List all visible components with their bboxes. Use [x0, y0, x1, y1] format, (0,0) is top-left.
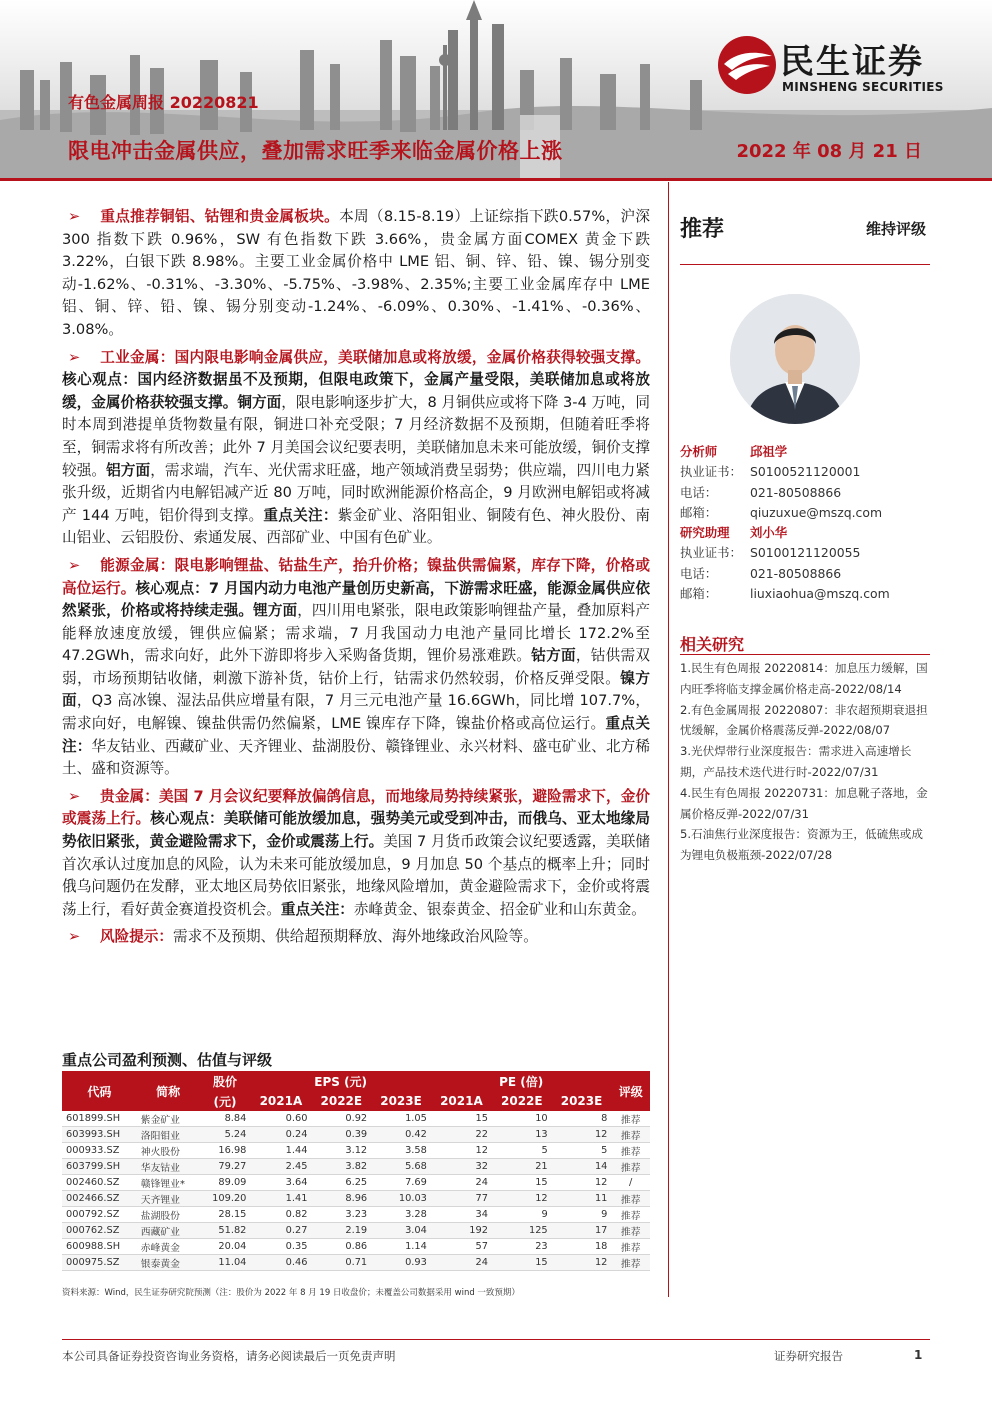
summary-section [62, 206, 650, 954]
table-cell: 0.60 [250, 1111, 311, 1127]
analyst-info [680, 442, 930, 604]
table-cell: 5 [492, 1143, 552, 1159]
table-cell: 79.27 [200, 1159, 251, 1175]
cobalt-text: ，钴供需双弱，市场预期钴收储，刺激下游补货，钴价上行，钴需求仍然较弱，价格反弹受限。 [62, 647, 650, 687]
tel-number: 021-80508866 [750, 565, 842, 581]
table-cell: 15 [492, 1255, 552, 1271]
tel-number: 021-80508866 [750, 484, 842, 500]
analyst-name: 邱祖学 [750, 444, 788, 459]
core-view: 核心观点：美联储可能放缓加息，强势美元或受到冲击，而俄乌、亚太地缘局势依旧紧张，黄金避险需求下，金价或震荡上行。 [62, 810, 650, 851]
related-research-item[interactable]: 3.光伏焊带行业深度报告：需求进入高速增长期，产品技术迭代进行时-2022/07/31 [680, 744, 912, 779]
header-name: 简称 [137, 1071, 200, 1111]
header-pe: PE (倍) [431, 1071, 612, 1091]
table-cell: 推荐 [611, 1239, 650, 1255]
bullet-lead: 重点推荐铜铝、钴锂和贵金属板块。 [100, 208, 340, 225]
header-year: 2022E [311, 1091, 371, 1111]
table-cell: 推荐 [611, 1159, 650, 1175]
table-cell: 603799.SH [62, 1159, 137, 1175]
tel-label: 电话： [680, 484, 718, 500]
header-rating: 评级 [611, 1071, 650, 1111]
table-cell: 2.45 [250, 1159, 311, 1175]
table-row [62, 1159, 650, 1175]
table-cell: 西藏矿业 [137, 1223, 200, 1239]
table-cell: 推荐 [611, 1127, 650, 1143]
table-cell: 9 [492, 1207, 552, 1223]
focus-text: 赤峰黄金、银泰黄金、招金矿业和山东黄金。 [353, 900, 646, 918]
table-title: 重点公司盈利预测、估值与评级 [62, 1051, 273, 1069]
table-cell: 3.12 [311, 1143, 371, 1159]
table-cell: 601899.SH [62, 1111, 137, 1127]
related-research-item[interactable]: 4.民生有色周报 20220731：加息靴子落地，金属价格反弹-2022/07/31 [680, 785, 928, 821]
related-research-item[interactable]: 1.民生有色周报 20220814：加息压力缓解，国内旺季将临支撑金属价格走高-2022/08/14 [680, 661, 928, 696]
arrow-bullet-icon: ➢ [68, 928, 81, 946]
bullet-body: 需求不及预期、供给超预期释放、海外地缘政治风险等。 [172, 928, 538, 946]
table-cell: 紫金矿业 [137, 1111, 200, 1127]
table-cell: 12 [552, 1175, 612, 1191]
table-cell: 0.86 [311, 1239, 371, 1255]
report-date: 2022 年 08 月 21 日 [736, 141, 922, 162]
header-code: 代码 [62, 1071, 137, 1111]
table-cell: 11.04 [200, 1255, 251, 1271]
table-cell: 推荐 [611, 1223, 650, 1239]
table-cell: 0.71 [311, 1255, 371, 1271]
table-cell: 2.19 [311, 1223, 371, 1239]
analyst-row [680, 442, 930, 462]
table-cell: 3.28 [371, 1207, 431, 1223]
header-eps: EPS (元) [250, 1071, 431, 1091]
table-cell: 6.25 [311, 1175, 371, 1191]
table-cell: 10.03 [371, 1191, 431, 1207]
column-divider [668, 182, 669, 1297]
table-cell: 0.93 [371, 1255, 431, 1271]
lithium-label: 锂方面 [253, 602, 298, 620]
related-research-item[interactable]: 2.有色金属周报 20220807：非农超预期衰退担忧缓解，金属价格震荡反弹-2022/08/07 [680, 702, 928, 738]
table-row [62, 1111, 650, 1127]
table-cell: 推荐 [611, 1111, 650, 1127]
table-cell: 推荐 [611, 1143, 650, 1159]
focus-label: 重点关注： [263, 506, 338, 524]
email-link[interactable]: liuxiaohua@mszq.com [750, 586, 890, 602]
header-divider [0, 178, 992, 181]
table-cell: 0.92 [311, 1111, 371, 1127]
footer-divider [62, 1339, 930, 1340]
table-cell: 0.24 [250, 1127, 311, 1143]
rating-label: 推荐 [680, 217, 725, 242]
table-cell: 1.44 [250, 1143, 311, 1159]
focus-label: 重点关注： [62, 715, 650, 755]
table-cell: 24 [431, 1255, 492, 1271]
table-row [62, 1223, 650, 1239]
mail-label: 邮箱： [680, 586, 718, 602]
tel-label: 电话： [680, 565, 718, 581]
bullet-body: 本周（8.15-8.19）上证综指下跌0.57%，沪深 300 指数下跌 0.96%，SW 有色指数下跌 3.66%，贵金属方面COMEX 黄金下跌 3.22%，白银下跌 8.98%。主要工业金属价格中 LME 铝、铜、锌、铅、镍、锡分别变动-1.62%、-0.31%、-3.30%、-5.75%、-3.98%、2.35%;主要工业金属库存中 LME 铝、铜、锌、铅、镍、锡分别变动-1.24%、-6.09%、0.30%、-1.41%、-0.36%、3.08%。 [62, 208, 650, 338]
table-cell: 8.84 [200, 1111, 251, 1127]
table-cell: 1.05 [371, 1111, 431, 1127]
header-year: 2023E [552, 1091, 612, 1111]
focus-label: 重点关注： [280, 900, 354, 918]
related-divider [680, 654, 930, 655]
table-cell: 34 [431, 1207, 492, 1223]
table-cell: 8.96 [311, 1191, 371, 1207]
analyst-portrait-icon [730, 294, 860, 424]
cert-number: S0100121120055 [750, 545, 861, 561]
summary-bullet-recommendation [62, 206, 650, 342]
table-cell: 000975.SZ [62, 1255, 137, 1271]
table-row [62, 1239, 650, 1255]
related-research-list [680, 658, 930, 866]
table-cell: 0.42 [371, 1127, 431, 1143]
table-cell: 赤峰黄金 [137, 1239, 200, 1255]
table-cell: 1.14 [371, 1239, 431, 1255]
table-cell: 57 [431, 1239, 492, 1255]
table-cell: 3.23 [311, 1207, 371, 1223]
table-cell: 0.39 [311, 1127, 371, 1143]
table-cell: 002466.SZ [62, 1191, 137, 1207]
header-year: 2021A [431, 1091, 492, 1111]
table-row [62, 1175, 650, 1191]
table-cell: 5.68 [371, 1159, 431, 1175]
table-cell: 89.09 [200, 1175, 251, 1191]
table-cell: 3.82 [311, 1159, 371, 1175]
table-cell: 12 [552, 1255, 612, 1271]
table-cell: 24 [431, 1175, 492, 1191]
minsheng-logo [716, 30, 966, 100]
mail-label: 邮箱： [680, 504, 718, 520]
analyst-mail-row [680, 584, 930, 604]
cobalt-label: 钴方面 [531, 647, 576, 665]
lithium-text: ，四川用电紧张，限电政策影响锂盐产量，叠加原料产能释放速度放缓，锂供应偏紧；需求端，7 月我国动力电池产量同比增长 172.2%至 47.2GWh，需求向好，此外下游即将步入采购备货期，锂价易涨难跌。 [62, 602, 650, 665]
table-cell: 20.04 [200, 1239, 251, 1255]
table-cell: 5 [552, 1143, 612, 1159]
table-cell: 推荐 [611, 1191, 650, 1207]
table-cell: 002460.SZ [62, 1175, 137, 1191]
arrow-bullet-icon: ➢ [68, 787, 81, 805]
rating-divider [680, 264, 930, 265]
table-cell: 8 [552, 1111, 612, 1127]
header-year: 2023E [371, 1091, 431, 1111]
email-link[interactable]: qiuzuxue@mszq.com [750, 504, 883, 520]
table-cell: 天齐锂业 [137, 1191, 200, 1207]
summary-bullet-industrial-metals [62, 347, 650, 550]
table-cell: 28.15 [200, 1207, 251, 1223]
table-cell: 125 [492, 1223, 552, 1239]
nickel-text: ，Q3 高冰镍、湿法品供应增量有限，7 月三元电池产量 16.6GWh，同比增 107.7%，需求向好，电解镍、镍盐供需仍然偏紧，LME 镍库存下降，镍盐价格或高位运行。 [62, 692, 650, 733]
table-cell: 18 [552, 1239, 612, 1255]
cert-label: 执业证书： [680, 545, 742, 561]
table-cell: 12 [552, 1127, 612, 1143]
table-cell: 000792.SZ [62, 1207, 137, 1223]
table-cell: 推荐 [611, 1255, 650, 1271]
table-cell: 0.46 [250, 1255, 311, 1271]
header-price-unit: (元) [200, 1091, 251, 1111]
report-header [0, 0, 992, 180]
bullet-lead: 能源金属：限电影响锂盐、钴盐生产，抬升价格；镍盐供需偏紧，库存下降，价格或高位运行。 [62, 556, 650, 597]
related-research-title: 相关研究 [680, 635, 745, 654]
report-title: 限电冲击金属供应，叠加需求旺季来临金属价格上涨 [68, 139, 563, 163]
logo-chinese-name: 民生证券 [780, 42, 924, 82]
table-cell: 77 [431, 1191, 492, 1207]
table-cell: 9 [552, 1207, 612, 1223]
header-year: 2022E [492, 1091, 552, 1111]
table-cell: 银泰黄金 [137, 1255, 200, 1271]
report-series: 有色金属周报 20220821 [68, 93, 259, 112]
core-view: 核心观点：7 月国内动力电池产量创历史新高，下游需求旺盛，能源金属供应依然紧张，价格或将持续走强。 [62, 579, 650, 620]
table-cell: 0.27 [250, 1223, 311, 1239]
analyst-tel-row [680, 483, 930, 503]
focus-text: 华友钴业、西藏矿业、天齐锂业、盐湖股份、赣锋锂业、永兴材料、盛屯矿业、北方稀土、盛和资源等。 [62, 737, 650, 778]
earnings-forecast-table [62, 1071, 650, 1271]
table-cell: 000762.SZ [62, 1223, 137, 1239]
arrow-bullet-icon: ➢ [68, 348, 81, 366]
table-cell: 神火股份 [137, 1143, 200, 1159]
table-source: 资料来源：Wind，民生证券研究院预测（注：股价为 2022 年 8 月 19 日收盘价；未覆盖公司数据采用 wind 一致预期） [62, 1288, 520, 1298]
analyst-cert-row [680, 543, 930, 563]
aluminum-label: 铝方面 [106, 461, 151, 479]
table-cell: 3.58 [371, 1143, 431, 1159]
analyst-cert-row [680, 462, 930, 482]
table-cell: 12 [431, 1143, 492, 1159]
table-cell: 11 [552, 1191, 612, 1207]
table-cell: 0.82 [250, 1207, 311, 1223]
table-cell: 华友钴业 [137, 1159, 200, 1175]
table-cell: 15 [431, 1111, 492, 1127]
table-cell: 赣锋锂业* [137, 1175, 200, 1191]
table-cell: 洛阳钼业 [137, 1127, 200, 1143]
table-cell: 109.20 [200, 1191, 251, 1207]
table-cell: 603993.SH [62, 1127, 137, 1143]
footer-disclaimer: 本公司具备证券投资咨询业务资格，请务必阅读最后一页免责声明 [62, 1349, 396, 1363]
core-view: 核心观点：国内经济数据虽不及预期，但限电政策下，金属产量受限，美联储加息或将放缓，金属价格获较强支撑。 [62, 371, 650, 411]
header-year: 2021A [250, 1091, 311, 1111]
table-cell: 5.24 [200, 1127, 251, 1143]
table-cell: 0.35 [250, 1239, 311, 1255]
table-cell: 21 [492, 1159, 552, 1175]
table-cell: 13 [492, 1127, 552, 1143]
aluminum-text: ，需求端，汽车、光伏需求旺盛，地产领域消费呈弱势；供应端，四川电力紧张升级，近期省内电解铝减产近 80 万吨，同时欧洲能源价格高企，9 月欧洲电解铝或将减产 144 万吨，铝价得到支撑。 [62, 461, 650, 524]
table-cell: 盐湖股份 [137, 1207, 200, 1223]
table-cell: 51.82 [200, 1223, 251, 1239]
nickel-label: 镍方面 [62, 669, 650, 710]
table-cell: 000933.SZ [62, 1143, 137, 1159]
analyst-role: 分析师 [680, 444, 718, 459]
table-cell: 32 [431, 1159, 492, 1175]
table-row [62, 1255, 650, 1271]
table-cell: 10 [492, 1111, 552, 1127]
table-cell: / [611, 1175, 650, 1191]
table-cell: 16.98 [200, 1143, 251, 1159]
analyst-photo [730, 294, 860, 424]
table-cell: 3.64 [250, 1175, 311, 1191]
copper-text: ，限电影响逐步扩大，8 月铜供应或将下降 3-4 万吨，同时本周到港提单货物数量有限，铜进口补充受限；7 月经济数据不及预期，但随着旺季将至，铜需求将有所改善；此外 7 月美国会议纪要表明，美联储加息未来可能放缓，铜价支撑较强。 [62, 393, 650, 479]
analyst-tel-row [680, 564, 930, 584]
table-row [62, 1127, 650, 1143]
footer-doc-type: 证券研究报告 [774, 1349, 843, 1363]
focus-text: 紫金矿业、洛阳钼业、铜陵有色、神火股份、南山铝业、云铝股份、索通发展、西部矿业、中国有色矿业。 [62, 506, 650, 547]
table-cell: 600988.SH [62, 1239, 137, 1255]
analyst-row [680, 523, 930, 543]
analyst-role: 研究助理 [680, 525, 730, 541]
analyst-name: 刘小华 [750, 525, 788, 541]
table-cell: 3.04 [371, 1223, 431, 1239]
table-cell: 17 [552, 1223, 612, 1239]
table-cell: 14 [552, 1159, 612, 1175]
table-cell: 7.69 [371, 1175, 431, 1191]
table-cell: 22 [431, 1127, 492, 1143]
summary-bullet-risk [62, 926, 650, 949]
table-cell: 15 [492, 1175, 552, 1191]
summary-bullet-precious-metals [62, 786, 650, 922]
table-cell: 1.41 [250, 1191, 311, 1207]
minsheng-logo-icon [716, 34, 778, 96]
table-cell: 推荐 [611, 1207, 650, 1223]
table-cell: 12 [492, 1191, 552, 1207]
analyst-mail-row [680, 503, 930, 523]
precious-text: 美国 7 月货币政策会议纪要透露，美联储首次承认过度加息的风险，认为未来可能放缓加息，9 月加息 50 个基点的概率上升；同时俄乌问题仍在发酵，亚太地区局势依旧紧张，地缘风险增加，黄金避险需求下，金价或将震荡上行，看好黄金赛道投资机会。 [62, 833, 650, 918]
table-cell: 23 [492, 1239, 552, 1255]
summary-bullet-energy-metals [62, 555, 650, 781]
bullet-lead: 工业金属：国内限电影响金属供应，美联储加息或将放缓，金属价格获得较强支撑。 [100, 348, 650, 366]
table-row [62, 1143, 650, 1159]
bullet-lead: 贵金属：美国 7 月会议纪要释放偏鸽信息，而地缘局势持续紧张，避险需求下，金价或震荡上行。 [62, 787, 650, 828]
arrow-bullet-icon: ➢ [68, 556, 81, 574]
table-row [62, 1207, 650, 1223]
logo-english-name: MINSHENG SECURITIES [782, 80, 944, 94]
cert-label: 执业证书： [680, 464, 742, 480]
related-research-item[interactable]: 5.石油焦行业深度报告：资源为王，低硫焦或成为锂电负极瓶颈-2022/07/28 [680, 827, 923, 863]
page-number: 1 [914, 1348, 923, 1362]
rating-status: 维持评级 [865, 220, 926, 238]
cert-number: S0100521120001 [750, 464, 861, 480]
table-cell: 192 [431, 1223, 492, 1239]
header-price: 股价 [200, 1071, 251, 1091]
copper-label: 铜方面 [237, 393, 282, 411]
bullet-lead: 风险提示： [100, 928, 173, 946]
table-row [62, 1191, 650, 1207]
arrow-bullet-icon: ➢ [68, 208, 81, 225]
